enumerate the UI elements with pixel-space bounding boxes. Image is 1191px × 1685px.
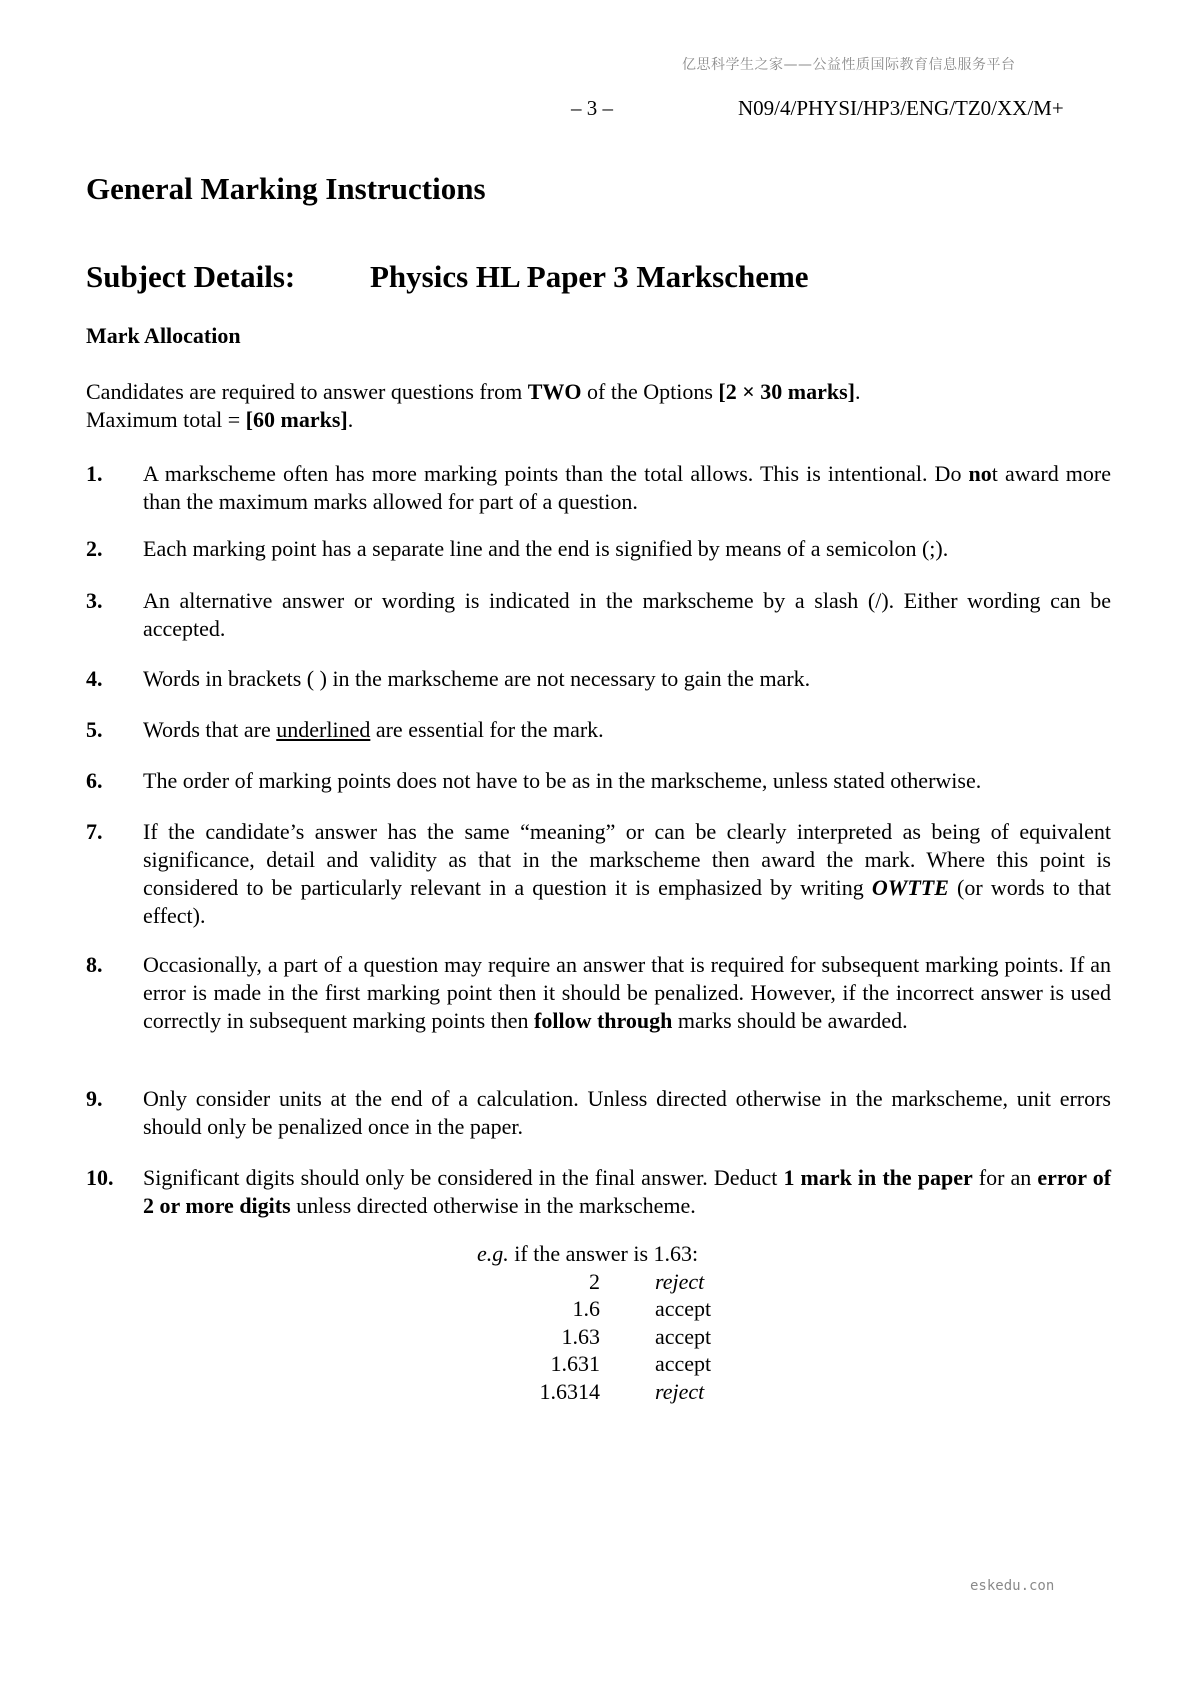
example-result: accept [655,1351,712,1376]
instruction-number: 10. [86,1165,114,1190]
subject-value: Physics HL Paper 3 Markscheme [370,259,809,294]
instruction-number: 9. [86,1086,103,1111]
subject-label: Subject Details: [86,259,296,294]
example-row [470,1295,712,1323]
mark-allocation-text: Candidates are required to answer questions from TWO of the Options [2 × 30 marks]. Maximum total = [60 marks]. [86,379,861,432]
instruction-3: 3. An alternative answer or wording is indicated in the markscheme by a slash (/). Either wording can be accepted. [86,588,1111,641]
instruction-1: 1. A markscheme often has more marking points than the total allows. This is intentional. Do not award more than the maximum marks allowed for part of a question. [86,461,1111,514]
instruction-number: 1. [86,461,103,486]
example-row [470,1268,705,1296]
instruction-number: 4. [86,666,103,691]
example-value: 1.6314 [539,1378,600,1404]
example-value: 1.6 [572,1296,600,1321]
instruction-number: 2. [86,536,103,561]
example-row [470,1350,712,1378]
example-value: 2 [589,1268,600,1294]
mark-allocation-heading: Mark Allocation [86,323,241,348]
example-row [470,1378,705,1406]
page-number: – 3 – [571,96,613,120]
instruction-number: 3. [86,588,103,613]
instruction-4: 4. Words in brackets ( ) in the markscheme are not necessary to gain the mark. [86,666,811,691]
page-title: General Marking Instructions [86,171,486,206]
watermark-top: 亿思科学生之家——公益性质国际教育信息服务平台 [682,57,1016,73]
example-value: 1.631 [550,1351,600,1376]
example-row [470,1323,712,1351]
instruction-7: 7. If the candidate’s answer has the same “meaning” or can be clearly interpreted as being of equivalent significance, detail and validity as that in the markscheme then award the mark. Where this point is considered to be particularly relevant in a question it is emphasized by writing OWTTE (or words to that effect). [86,819,1111,928]
instruction-5: 5. Words that are underlined are essential for the mark. [86,717,604,742]
document-code: N09/4/PHYSI/HP3/ENG/TZ0/XX/M+ [738,96,1064,120]
example-result: accept [655,1296,712,1321]
instruction-number: 5. [86,717,103,742]
instruction-number: 8. [86,952,103,977]
significant-digits-example [470,1240,712,1405]
watermark-bottom: eskedu.con [970,1578,1055,1594]
instruction-2: 2. Each marking point has a separate line and the end is signified by means of a semicolon (;). [86,536,949,561]
example-lead: e.g. if the answer is 1.63: [477,1241,699,1266]
example-result: accept [655,1323,712,1349]
instruction-number: 6. [86,768,103,793]
instruction-10: 10. Significant digits should only be considered in the final answer. Deduct 1 mark in the paper for an error of 2 or more digits unless directed otherwise in the markscheme. [86,1165,1112,1218]
example-result: reject [655,1378,705,1404]
example-value: 1.63 [561,1323,600,1349]
example-result: reject [655,1268,705,1294]
instruction-6: 6. The order of marking points does not have to be as in the markscheme, unless stated otherwise. [86,768,982,793]
instruction-8: 8. Occasionally, a part of a question may require an answer that is required for subsequent marking points. If an error is made in the first marking point then it should be penalized. However, if the incorrect answer is used correctly in subsequent marking points then follow through marks should be awarded. [86,952,1111,1033]
instruction-number: 7. [86,819,103,844]
instruction-9: 9. Only consider units at the end of a calculation. Unless directed otherwise in the markscheme, unit errors should only be penalized once in the paper. [86,1086,1111,1139]
